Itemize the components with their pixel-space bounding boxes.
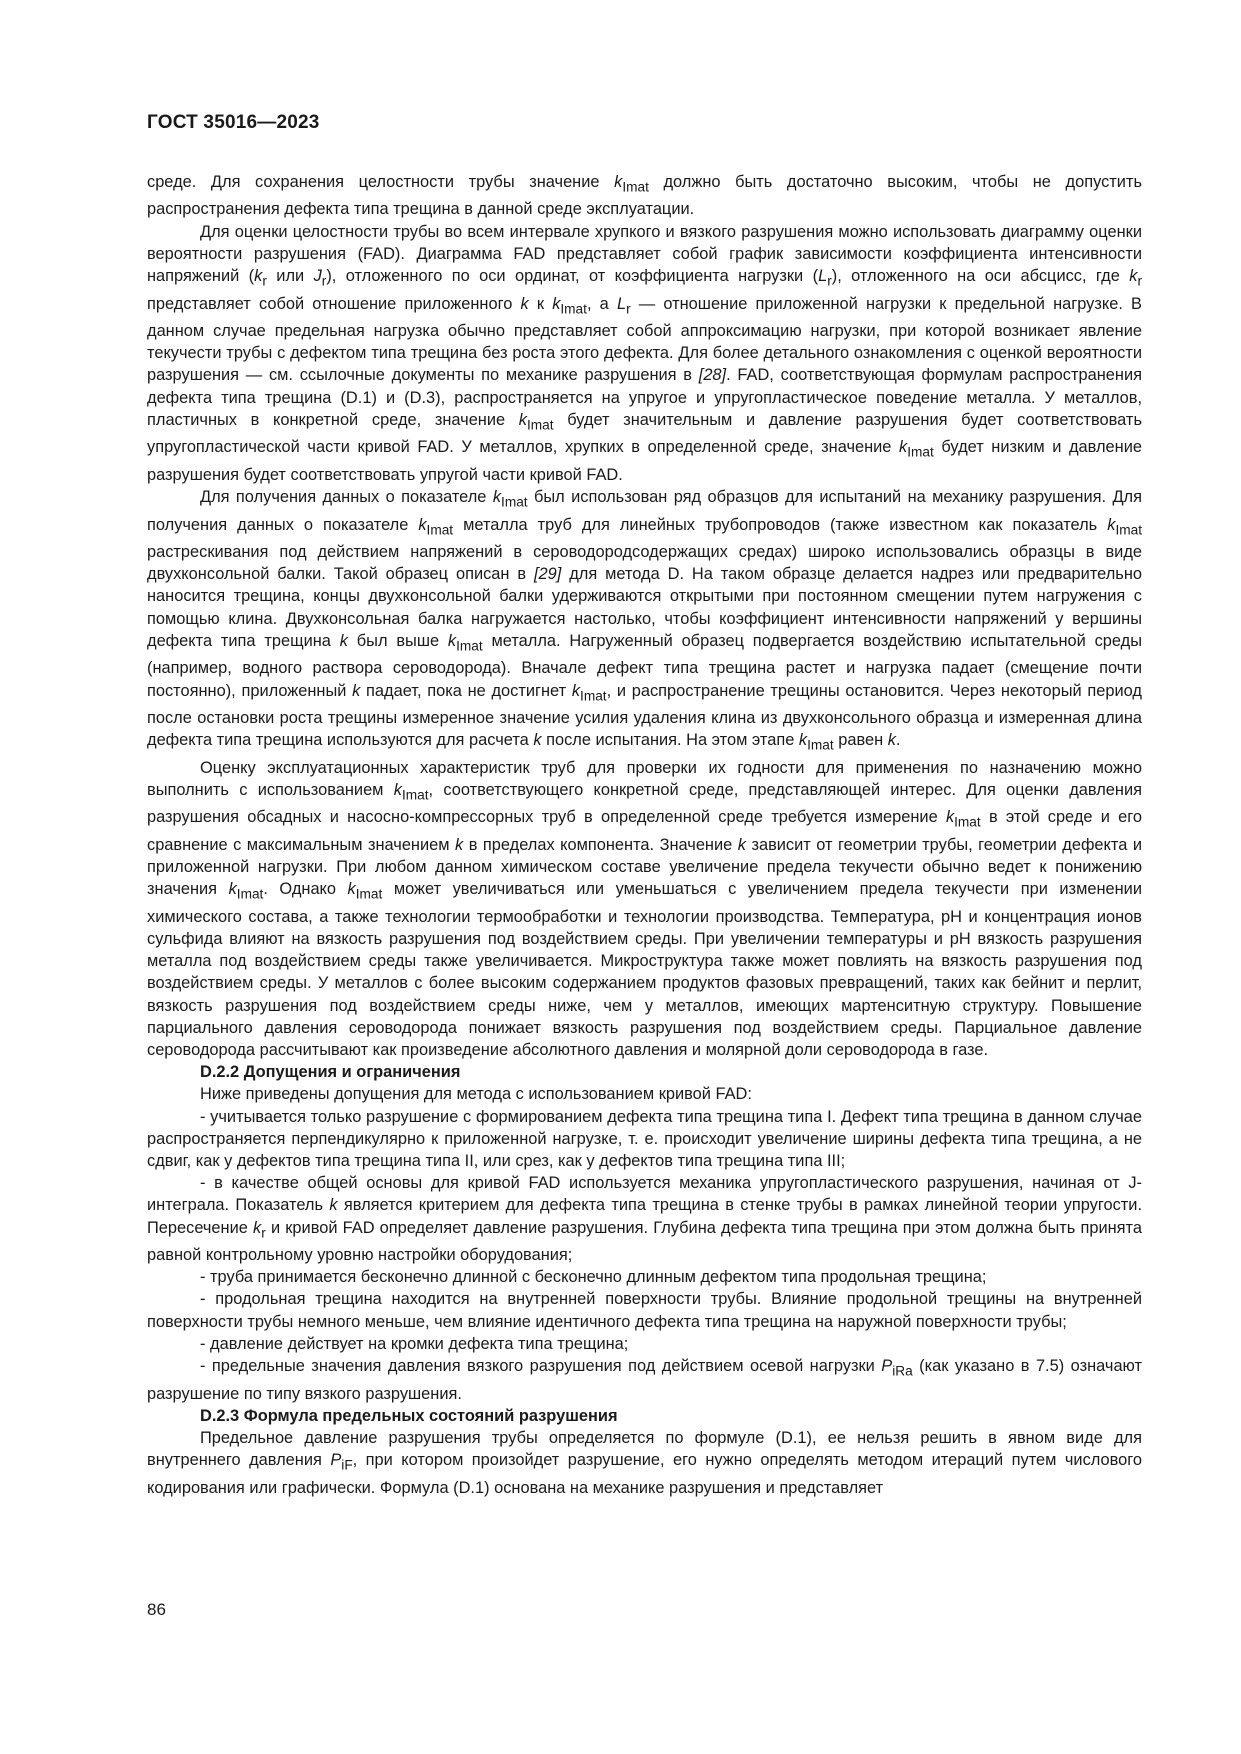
section-heading: D.2.3 Формула предельных состояний разрушения: [200, 1406, 618, 1425]
math-symbol: L: [616, 294, 627, 313]
math-subscript: r: [827, 273, 832, 289]
math-subscript: Imat: [456, 638, 483, 654]
math-symbol: k: [571, 681, 581, 700]
list-item: - давление действует на кромки дефекта типа трещина;: [200, 1334, 629, 1353]
list-item: - в качестве общей основы для кривой FAD используется механика упругопластического разрушения, начиная от J-интеграла. Показатель k является критерием для дефекта типа трещина в стенке трубы в рамках линейной теории упругости. Пересечение $k_r$ и кривой FAD определяет давление разрушения. Глубина дефекта типа трещина при этом должна быть принята равной контрольному уровню настройки оборудования;: [147, 1174, 1142, 1265]
math-symbol: k: [614, 173, 623, 191]
math-symbol: k: [253, 1218, 262, 1237]
math-symbol: k: [520, 294, 529, 313]
paragraph: Оценку эксплуатационных характеристик труб для проверки их годности для применения по назначению можно выполнить с использованием $k_{Imat}$, соответствующего конкретной среде, представляющей интерес. Для оценки давления разрушения обсадных и насосно-компрессорных труб в определенной среде требуется измерение $k_{Imat}$ в этой среде и его сравнение с максимальным значением k в пределах компонента. Значение k зависит от геометрии трубы, геометрии дефекта и приложенной нагрузки. При любом данном химическом составе увеличение предела текучести обычно ведет к понижению значения $k_{Imat}$. Однако $k_{Imat}$ может увеличиваться или уменьшаться с увеличением предела текучести при изменении химического состава, а также технологии термообработки и технологии производства. Температура, pH и концентрация ионов сульфида влияют на вязкость разрушения под воздействием среды. При увеличении температуры и pH вязкость разрушения металла под воздействием среды также увеличивается. Микроструктура также может повлиять на вязкость разрушения под воздействием среды. У металлов с более высоким содержанием продуктов фазовых превращений, таких как бейнит и перлит, вязкость разрушения под воздействием среды ниже, чем у металлов, имеющих мартенситную структуру. Повышение парциального давления сероводорода понижает вязкость разрушения под воздействием среды. Парциальное давление сероводорода рассчитывают как произведение абсолютного давления и молярной доли сероводорода в газе.: [147, 758, 1142, 1059]
math-subscript: Imat: [527, 417, 554, 433]
math-symbol: k: [1129, 267, 1138, 286]
math-subscript: Imat: [807, 737, 834, 753]
math-subscript: Imat: [355, 886, 383, 902]
reference-link: [29]: [533, 565, 562, 584]
math-subscript: Imat: [501, 494, 528, 510]
paragraph: Для получения данных о показателе $k_{Imat}$ был использован ряд образцов для испытаний на механику разрушения. Для получения данных о показателе $k_{Imat}$ металла труб для линейных трубопроводов (также известном как показатель $k_{Imat}$ растрескивания под действием напряжений в сероводородсодержащих средах) широко использовались образцы в виде двухконсольной балки. Такой образец описан в [29] для метода D. На таком образце делается надрез или предварительно наносится трещина, концы двухконсольной балки удерживаются открытыми при постоянном смещении путем нагружения с помощью клина. Двухконсольная балка нагружается настолько, чтобы коэффициент интенсивности напряжений у вершины дефекта типа трещина k был выше $k_{Imat}$ металла. Нагруженный образец подвергается воздействию испытательной среды (например, водного раствора сероводорода). Вначале дефект типа трещина растет и нагрузка падает (смещение почти постоянно), приложенный k падает, пока не достигнет $k_{Imat}$, и распространение трещины остановится. Через некоторый период после остановки роста трещины измеренное значение усилия удаления клина из двухконсольного образца и измеренная длина дефекта типа трещина используются для расчета k после испытания. На этом этапе $k_{Imat}$ равен k.: [147, 488, 1143, 753]
math-subscript: Imat: [426, 521, 454, 537]
math-subscript: r: [626, 300, 631, 316]
math-symbol: k: [798, 731, 808, 750]
list-item: - учитывается только разрушение с формированием дефекта типа трещина типа I. Дефект типа трещина в данном случае распространяется перпендикулярно к приложенной нагрузке, т. е. происходит увеличение ширины дефекта типа трещина, а не сдвиг, как у дефектов типа трещина типа II, или срез, как у дефектов типа трещина типа III;: [147, 1107, 1142, 1170]
math-symbol: k: [347, 880, 356, 899]
list-item: - труба принимается бесконечно длинной с бесконечно длинным дефектом типа продольная трещина;: [200, 1268, 987, 1287]
page-number: 86: [147, 1600, 166, 1619]
math-symbol: k: [393, 780, 402, 799]
math-subscript: iF: [341, 1457, 353, 1473]
math-subscript: r: [262, 273, 267, 289]
document-header: ГОСТ 35016—2023: [147, 112, 320, 133]
document-body: [147, 171, 1142, 1499]
math-symbol: P: [881, 1357, 893, 1376]
paragraph: Для оценки целостности трубы во всем интервале хрупкого и вязкого разрушения можно использовать диаграмму оценки вероятности разрушения (FAD). Диаграмма FAD представляет собой график зависимости коэффициента интенсивности напряжений ($k_r$ или $J_r$), отложенного по оси ординат, от коэффициента нагрузки $(L_r)$, отложенного на оси абсцисс, где $k_r$ представляет собой отношение приложенного k к $k_{Imat}$, а $L_r$ — отношение приложенной нагрузки к предельной нагрузке. В данном случае предельная нагрузка обычно представляет собой аппроксимацию нагрузки, при которой возникает явление текучести трубы с дефектом типа трещина без роста этого дефекта. Для более детального ознакомления с оценкой вероятности разрушения — см. ссылочные документы по механике разрушения в [28]. FAD, соответствующая формулам распространения дефекта типа трещина (D.1) и (D.3), распространяется на упругое и упругопластическое поведение металла. У металлов, пластичных в конкретной среде, значение $k_{Imat}$ будет значительным и давление разрушения будет соответствовать упругопластической части кривой FAD. У металлов, хрупких в определенной среде, значение $k_{Imat}$ будет низким и давление разрушения будет соответствовать упругой части кривой FAD.: [147, 222, 1143, 484]
math-symbol: k: [533, 731, 542, 750]
math-symbol: L: [818, 267, 828, 286]
math-symbol: k: [887, 731, 896, 750]
section-heading: D.2.2 Допущения и ограничения: [200, 1063, 461, 1082]
math-subscript: Imat: [1115, 521, 1142, 537]
math-subscript: Imat: [907, 444, 934, 460]
paragraph: Предельное давление разрушения трубы определяется по формуле (D.1), ее нельзя решить в явном виде для внутреннего давления $P_{iF}$, при котором произойдет разрушение, его нужно определять методом итераций путем числового кодирования или графически. Формула (D.1) основана на механике разрушения и представляет: [147, 1428, 1142, 1497]
math-symbol: k: [418, 515, 427, 534]
math-subscript: Imat: [401, 787, 429, 803]
math-symbol: k: [492, 488, 502, 507]
math-symbol: k: [352, 681, 361, 700]
math-symbol: k: [737, 835, 746, 854]
math-symbol: k: [945, 808, 955, 827]
math-symbol: k: [1107, 515, 1116, 534]
math-subscript: r: [321, 273, 327, 289]
reference-link: [28]: [698, 366, 727, 385]
math-symbol: k: [339, 631, 348, 650]
math-subscript: Imat: [622, 179, 649, 195]
math-symbol: k: [329, 1196, 338, 1215]
math-subscript: r: [261, 1224, 266, 1240]
math-symbol: k: [254, 267, 263, 286]
math-subscript: Imat: [954, 814, 981, 830]
math-subscript: iRa: [892, 1363, 913, 1379]
paragraph: Ниже приведены допущения для метода с использованием кривой FAD:: [200, 1085, 752, 1104]
math-symbol: k: [899, 438, 908, 457]
list-item: - продольная трещина находится на внутренней поверхности трубы. Влияние продольной трещины на внутренней поверхности трубы немного меньше, чем влияние идентичного дефекта типа трещина на наружной поверхности трубы;: [147, 1290, 1142, 1331]
math-symbol: k: [552, 294, 561, 313]
math-symbol: k: [518, 410, 527, 429]
math-subscript: Imat: [236, 886, 264, 902]
math-symbol: J: [313, 267, 322, 286]
math-subscript: Imat: [560, 300, 587, 316]
math-symbol: k: [228, 880, 237, 899]
math-symbol: k: [455, 835, 464, 854]
math-subscript: r: [1137, 273, 1143, 289]
math-subscript: Imat: [580, 687, 607, 703]
paragraph: среде. Для сохранения целостности трубы значение $k_{Imat}$ должно быть достаточно высоким, чтобы не допустить распространения дефекта типа трещина в данной среде эксплуатации.: [147, 173, 1142, 219]
math-symbol: P: [330, 1451, 342, 1470]
list-item: - предельные значения давления вязкого разрушения под действием осевой нагрузки $P_{iRa}$ (как указано в 7.5) означают разрушение по типу вязкого разрушения.: [147, 1357, 1142, 1403]
math-symbol: k: [447, 631, 457, 650]
